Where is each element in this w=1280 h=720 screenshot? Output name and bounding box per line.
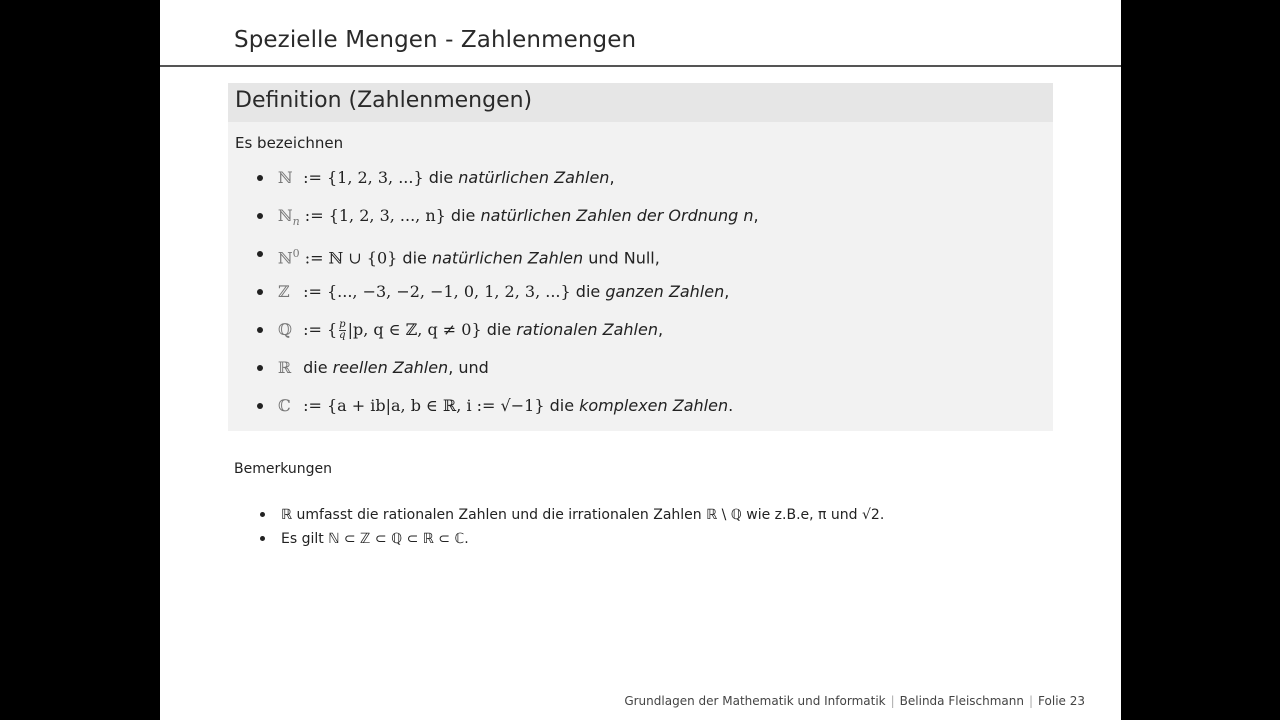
set-symbol: ℕ <box>278 168 293 187</box>
superscript: 0 <box>292 247 300 260</box>
text: die <box>544 396 580 415</box>
header-divider <box>160 65 1121 67</box>
slide-title: Spezielle Mengen - Zahlenmengen <box>234 27 637 53</box>
text: und Null, <box>583 248 660 268</box>
fraction <box>339 320 345 341</box>
set-symbol: ℤ <box>278 282 290 301</box>
set-symbol <box>278 242 300 270</box>
bullet-icon <box>257 175 263 181</box>
remark-item <box>257 504 884 528</box>
text: die <box>481 320 517 339</box>
fraction-denominator: q <box>339 330 346 341</box>
bullet-icon <box>257 403 263 409</box>
definition-block <box>228 83 1053 431</box>
fraction-numerator: p <box>339 319 346 330</box>
subscript: n <box>292 215 300 229</box>
text: die <box>423 168 459 187</box>
definition-item-naturals-n <box>254 204 759 242</box>
definition-item-integers <box>254 280 759 318</box>
definition-item-naturals <box>254 166 759 204</box>
text: , <box>609 168 615 187</box>
bullet-icon <box>257 289 263 295</box>
definition-intro: Es bezeichnen <box>235 134 344 152</box>
symbol: ℕ <box>278 248 293 268</box>
bullet-icon <box>257 327 263 333</box>
bullet-icon <box>257 213 263 219</box>
footer-course: Grundlagen der Mathematik und Informatik <box>624 694 886 708</box>
set-definition: := {1, 2, 3, ..., n} <box>299 206 446 225</box>
set-name: natürlichen Zahlen <box>458 168 610 187</box>
definition-list <box>254 166 759 432</box>
set-symbol: ℚ <box>278 320 292 339</box>
slide <box>160 0 1121 720</box>
set-definition: |p, q ∈ ℤ, q ≠ 0} <box>347 320 482 339</box>
remarks-title: Bemerkungen <box>234 461 333 477</box>
set-definition: := {a + ib|a, b ∈ ℝ, i := √−1} <box>298 396 545 415</box>
symbol: ℕ <box>278 206 293 225</box>
definition-item-naturals-zero <box>254 242 759 280</box>
definition-title: Definition (Zahlenmengen) <box>228 83 1053 122</box>
definition-item-reals <box>254 356 759 394</box>
set-name: ganzen Zahlen <box>605 282 725 301</box>
set-name: komplexen Zahlen <box>579 396 729 415</box>
bullet-icon <box>257 251 263 257</box>
remark-item <box>257 528 884 552</box>
footer-slide-number: Folie 23 <box>1038 694 1085 708</box>
text: , <box>657 320 664 339</box>
set-symbol: ℝ <box>278 358 292 377</box>
bullet-icon <box>260 536 265 541</box>
text: die <box>298 358 333 377</box>
set-name: rationalen Zahlen <box>516 320 658 339</box>
text: , und <box>448 358 489 377</box>
footer-separator: | <box>1029 694 1034 708</box>
definition-item-complex <box>254 394 759 432</box>
footer-separator: | <box>890 694 895 708</box>
text: die <box>570 282 606 301</box>
text: . <box>728 396 734 415</box>
set-definition-prefix: := { <box>298 320 338 339</box>
footer-author: Belinda Fleischmann <box>899 694 1024 708</box>
bullet-icon <box>257 365 263 371</box>
text: , <box>753 206 759 225</box>
set-name: natürlichen Zahlen <box>431 248 584 268</box>
definition-item-rationals <box>254 318 759 356</box>
remark-text: ℝ umfasst die rationalen Zahlen und die irrationalen Zahlen ℝ \ ℚ wie z.B.e, π und √2. <box>281 507 885 523</box>
set-name: natürlichen Zahlen der Ordnung n <box>480 206 754 225</box>
text: die <box>397 248 432 268</box>
set-symbol <box>278 204 300 234</box>
set-definition: := {..., −3, −2, −1, 0, 1, 2, 3, ...} <box>298 282 571 301</box>
set-definition: := {1, 2, 3, ...} <box>298 168 424 187</box>
remark-text: Es gilt ℕ ⊂ ℤ ⊂ ℚ ⊂ ℝ ⊂ ℂ. <box>281 531 469 547</box>
text: die <box>445 206 481 225</box>
bullet-icon <box>260 512 265 517</box>
set-definition: := ℕ ∪ {0} <box>299 248 398 268</box>
slide-footer <box>624 694 1085 708</box>
set-symbol: ℂ <box>278 396 291 415</box>
remarks-list <box>257 504 884 552</box>
text: , <box>724 282 730 301</box>
set-name: reellen Zahlen <box>332 358 449 377</box>
